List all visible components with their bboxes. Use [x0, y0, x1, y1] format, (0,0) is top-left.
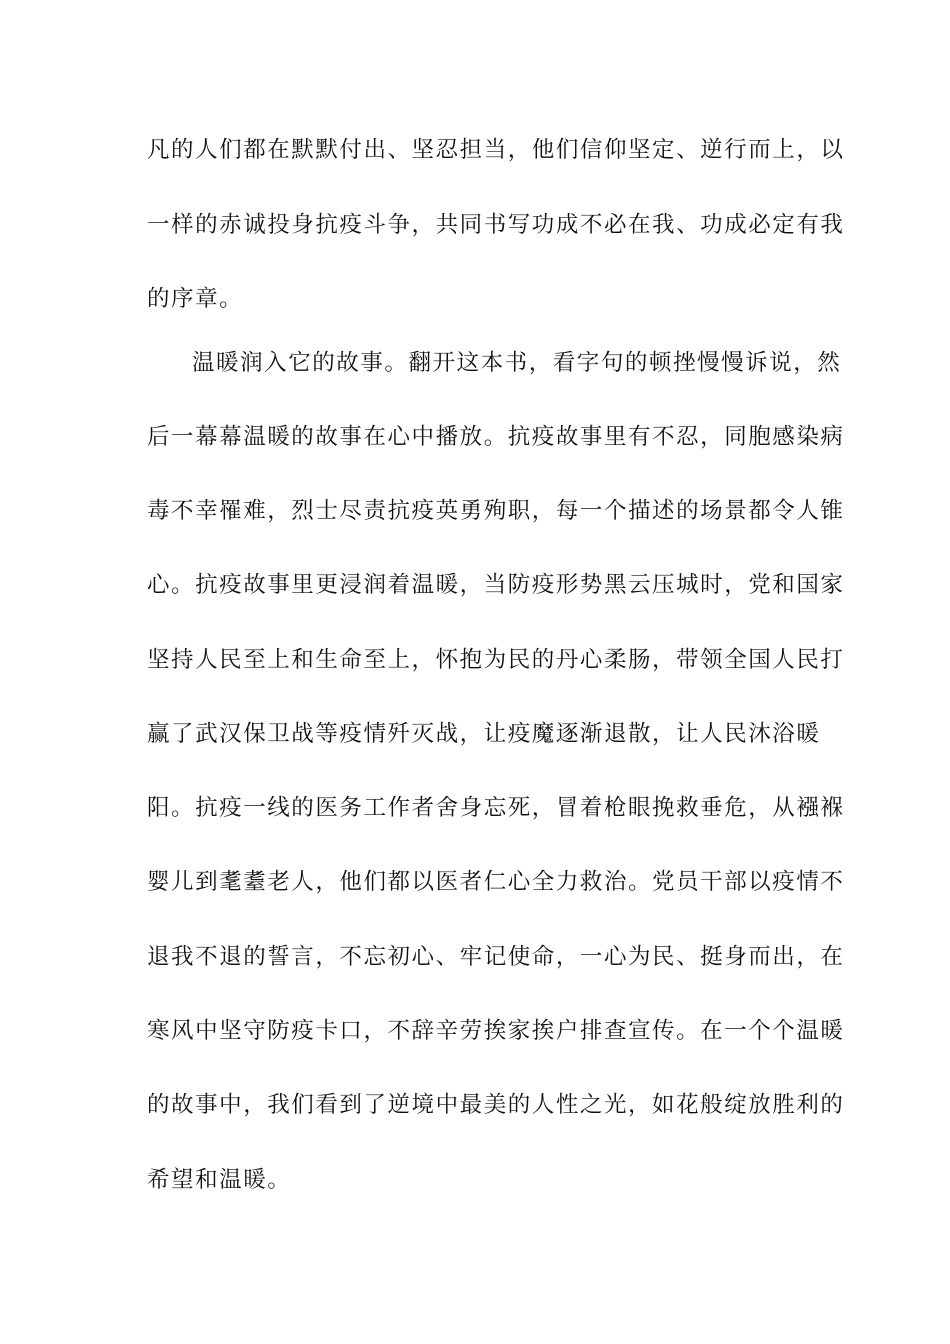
text-line: 阳。抗疫一线的医务工作者舍身忘死，冒着枪眼挽救垂危，从襁褓	[147, 795, 845, 821]
text-line: 退我不退的誓言，不忘初心、牢记使命，一心为民、挺身而出，在	[147, 944, 845, 970]
text-line: 赢了武汉保卫战等疫情歼灭战，让疫魔逐渐退散，让人民沐浴暖	[147, 721, 821, 747]
text-line: 婴儿到耄耋老人，他们都以医者仁心全力救治。党员干部以疫情不	[147, 869, 845, 895]
text-line: 心。抗疫故事里更浸润着温暖，当防疫形势黑云压城时，党和国家	[147, 572, 845, 598]
text-line: 希望和温暖。	[147, 1167, 292, 1193]
text-line: 的故事中，我们看到了逆境中最美的人性之光，如花般绽放胜利的	[147, 1092, 845, 1118]
text-line: 凡的人们都在默默付出、坚忍担当，他们信仰坚定、逆行而上，以	[147, 137, 845, 163]
text-line: 一样的赤诚投身抗疫斗争，共同书写功成不必在我、功成必定有我	[147, 212, 845, 238]
text-line: 寒风中坚守防疫卡口，不辞辛劳挨家挨户排查宣传。在一个个温暖	[147, 1018, 845, 1044]
paragraph-first-line: 温暖润入它的故事。翻开这本书，看字句的顿挫慢慢诉说，然	[192, 350, 842, 376]
text-line: 坚持人民至上和生命至上，怀抱为民的丹心柔肠，带领全国人民打	[147, 647, 845, 673]
text-line: 后一幕幕温暖的故事在心中播放。抗疫故事里有不忍，同胞感染病	[147, 424, 845, 450]
text-line: 的序章。	[147, 286, 244, 312]
text-line: 毒不幸罹难，烈士尽责抗疫英勇殉职，每一个描述的场景都令人锥	[147, 498, 845, 524]
